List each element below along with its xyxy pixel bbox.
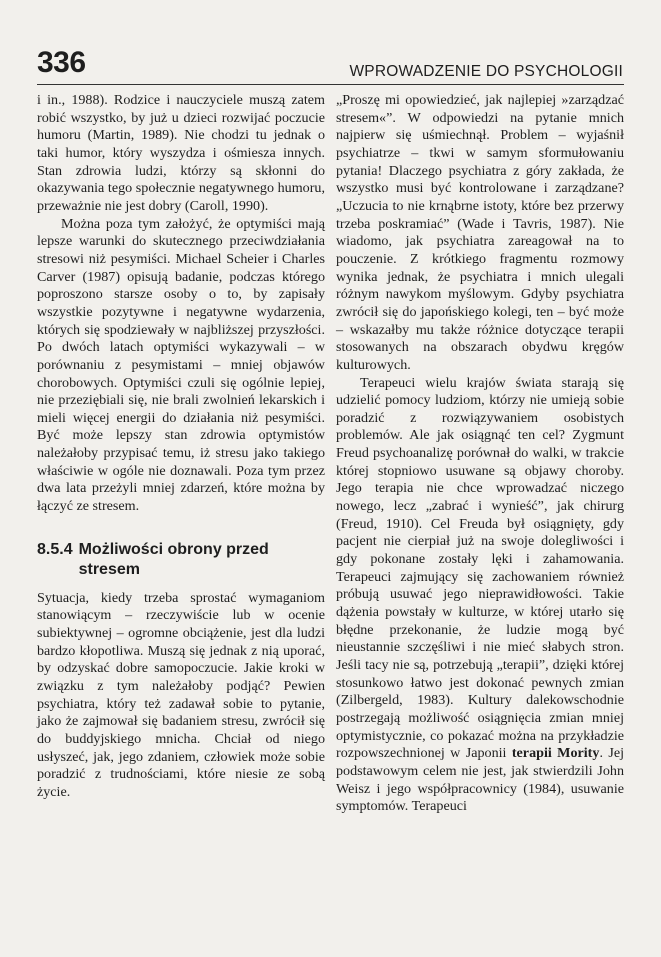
paragraph bbox=[336, 375, 624, 816]
right-column bbox=[336, 92, 624, 816]
section-heading bbox=[37, 540, 325, 580]
bold-term: terapii Mority bbox=[511, 745, 600, 762]
paragraph-text: . Jej podstawowym celem nie jest, jak stwierdzili John Weisz i jego współpracownicy (1984), usuwanie symptomów. Terapeuci bbox=[336, 745, 625, 815]
section-title: Możliwości obrony przed stresem bbox=[78, 540, 269, 578]
paragraph: Sytuacja, kiedy trzeba sprostać wymaganiom stanowiącym – rzeczywiście lub w ocenie subiektywnej – ogromne obciążenie, jest dla ludzi bardzo kłopotliwa. Muszą się jednak z nią uporać, by odzyskać dobre samopoczucie. Jakie kroki w związku z tym należałoby podjąć? Pewien psychiatra, który też zadawał sobie to pytanie, jako że zajmował się badaniem stresu, zwrócił się do buddyjskiego mnicha. Chciał od niego usłyszeć, jak, jego zdaniem, człowiek może sobie poradzić z trudnościami, które niesie ze sobą życie. bbox=[37, 589, 325, 800]
left-column bbox=[37, 92, 325, 802]
paragraph: Można poza tym założyć, że optymiści mają lepsze warunki do skutecznego przeciwdziałania stresowi niż pesymiści. Michael Scheier i Charles Carver (1987) opisują badanie, podczas którego poproszono starsze osoby o to, by zapisały wszystkie pozytywne i negatywne wydarzenia, których się spodziewały w najbliższej przyszłości. Po dwóch latach optymiści wykazywali – w porównaniu z pesymistami – mniej objawów chorobowych. Optymiści czuli się ogólnie lepiej, nie przeziębiali się, nie brali zwolnień lekarskich i mieli więcej energii do działania niż pesymiści. Być może lepszy stan zdrowia optymistów należałoby przypisać temu, iż stresu jako takiego właściwie w ogóle nie doznawali. Poza tym przez dwa lata przeżyli mniej zdarzeń, które można by łączyć ze stresem. bbox=[37, 215, 325, 515]
header-rule bbox=[37, 84, 624, 85]
paragraph: „Proszę mi opowiedzieć, jak najlepiej »zarządzać stresem«”. W odpowiedzi na pytanie mnich najpierw się uśmiechnął. Problem – wyjaśnił psychiatrze – tkwi w samym sformułowaniu pytania! Dlaczego psychiatra z góry zakłada, że wszystko musi być kontrolowane i zarządzane? „Uczucia to nie krnąbrne istoty, które bez przerwy trzeba poskramiać” (Wade i Tavris, 1987). Nie wiadomo, jak psychiatra zareagował na to pouczenie. Z krótkiego fragmentu rozmowy wynika jednak, że psychiatra i mnich ulegali różnym nawykom myślowym. Gdyby psychiatra zwrócił się do japońskiego kolegi, ten – być może – wskazałby mu także różnice dotyczące terapii stosowanych na obszarach obydwu kręgów kulturowych. bbox=[336, 92, 624, 373]
running-head: WPROWADZENIE DO PSYCHOLOGII bbox=[349, 63, 623, 80]
page-number: 336 bbox=[37, 46, 86, 79]
paragraph: i in., 1988). Rodzice i nauczyciele muszą zatem robić wszystko, by już u dzieci rozwijać poczucie humoru (Martin, 1989). Nie chodzi tu jednak o taki humor, który wyszydza i ośmiesza innych. Stan zdrowia ludzi, którzy są skłonni do okazywania tego społecznie negatywnego humoru, przeważnie nie jest dobry (Caroll, 1990). bbox=[37, 92, 325, 214]
paragraph-text: Terapeuci wielu krajów świata starają się udzielić pomocy ludziom, którzy nie umieją sobie poradzić z rozwiązywaniem osobistych problemów. Ale jak osiągnąć ten cel? Zygmunt Freud psychoanalizę porównał do walki, w trakcie której stopniowo usuwane są objawy choroby. Jego terapia nie chce wprowadzać niczego nowego, lecz „zabrać i wynieść”, jak chirurg (Freud, 1910). Cel Freuda był osiągnięty, gdy pacjent nie cierpiał już na swoje dolegliwości i gdy pokonane zostały lęki i zahamowania. Terapeuci zajmujący się zachowaniem również próbują usuwać jego nieprawidłowości. Takie dążenia powstały w kulturze, w której utarło się błędne przekonanie, że ludzie mogą być nieustannie szczęśliwi i nie mieć słabych stron. Jeśli tacy nie są, potrzebują „terapii”, dzięki której stosunkowo łatwo jest dokonać pewnych zmian (Zilbergeld, 1983). Kultury dalekowschodnie postrzegają możliwość osiągnięcia zmian mniej optymistycznie, co pokazać można na przykładzie rozpowszechnionej w Japonii bbox=[336, 374, 624, 762]
section-number: 8.5.4 bbox=[37, 540, 73, 558]
